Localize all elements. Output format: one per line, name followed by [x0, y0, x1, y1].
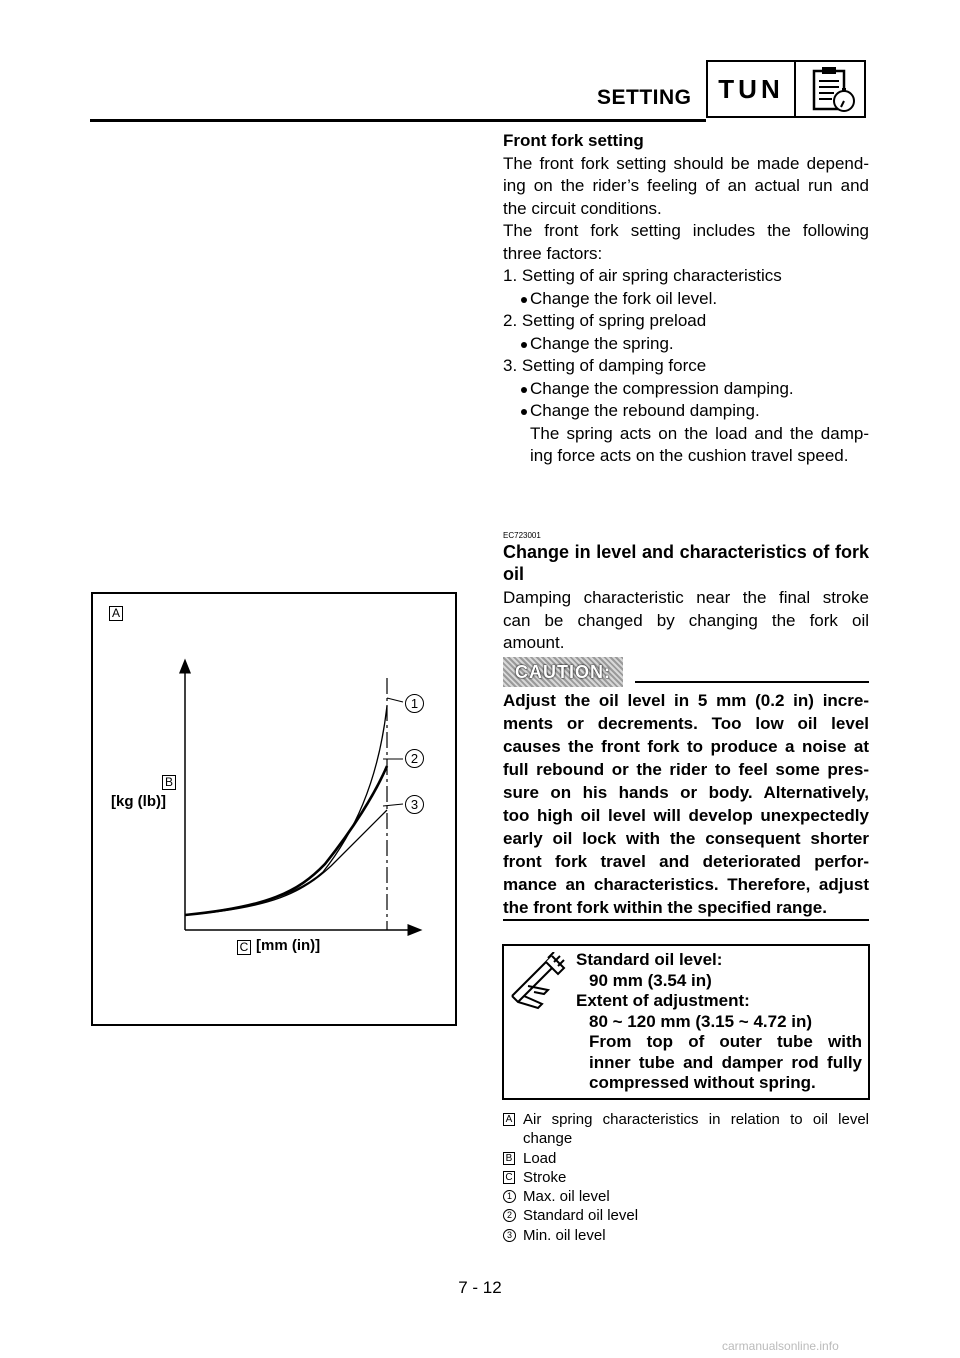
- front-fork-para1-line: The front fork setting should be made depend-: [503, 153, 869, 173]
- front-fork-para1-line: the circuit conditions.: [503, 198, 662, 218]
- front-fork-para2-line: three factors:: [503, 243, 603, 263]
- caution-line: mance an characteristics. Therefore, adjust: [503, 875, 869, 894]
- caution-text: [503, 689, 869, 919]
- legend-item: [503, 1206, 869, 1225]
- spec-box: [502, 944, 870, 1100]
- spec-ext-line: compressed without spring.: [589, 1073, 816, 1092]
- legend-text: Stroke: [523, 1168, 567, 1186]
- figure-legend: [503, 1110, 869, 1245]
- callout-3: 3: [405, 795, 424, 814]
- legend-text: change: [523, 1130, 573, 1148]
- spec-ext-line: inner tube and damper rod fully: [589, 1052, 862, 1072]
- section-title: SETTING: [597, 86, 692, 109]
- spec-ext-line: 80 ~ 120 mm (3.15 ~ 4.72 in): [589, 1011, 813, 1031]
- legend-text: Load: [523, 1149, 557, 1167]
- chapter-tab-divider: [794, 62, 796, 116]
- caution-rule: [635, 681, 869, 683]
- legend-key: B: [503, 1152, 515, 1165]
- leader-3: [383, 804, 403, 806]
- legend-key: C: [503, 1171, 515, 1184]
- caution-header: [503, 657, 869, 687]
- oil-para-line: can be changed by changing the fork oil: [503, 610, 869, 630]
- leader-1: [387, 698, 403, 702]
- caution-line: front fork travel and deteriorated perfor-: [503, 852, 869, 871]
- caution-line: ments or decrements. Too low oil level: [503, 714, 869, 733]
- curve-min-oil-level: [185, 810, 387, 915]
- header-rule: [90, 119, 706, 122]
- oil-section-title: [503, 541, 869, 585]
- figure-key-b: B: [162, 775, 176, 790]
- x-axis-unit: [mm (in)]: [256, 937, 321, 954]
- oil-section-title-line: oil: [503, 564, 524, 584]
- front-fork-title: Front fork setting: [503, 131, 644, 150]
- page-number: 7 - 12: [458, 1278, 502, 1297]
- legend-key: A: [503, 1113, 515, 1126]
- chapter-code: TUN: [718, 74, 784, 104]
- list-bullet: Change the rebound damping.: [503, 400, 869, 423]
- clipboard-stopwatch-icon: [804, 65, 860, 120]
- callout-2: 2: [405, 749, 424, 768]
- oil-level-figure: [91, 592, 457, 1026]
- list-bullet: Change the compression damping.: [503, 378, 869, 401]
- caution-line: sure on his hands or body. Alternatively,: [503, 783, 869, 802]
- oil-section-title-line: Change in level and characteristics of fork: [503, 542, 869, 562]
- legend-item: [503, 1110, 869, 1149]
- list-bullet: Change the fork oil level.: [503, 288, 869, 311]
- caution-line: full rebound or the rider to feel some pres-: [503, 760, 869, 779]
- caution-line: the front fork within the specified range.: [503, 898, 827, 917]
- caution-line: too high oil level will develop unexpectedly: [503, 806, 869, 825]
- legend-text: Min. oil level: [523, 1226, 606, 1244]
- y-axis-unit: [kg (lb)]: [111, 793, 166, 810]
- caliper-icon: [508, 952, 570, 1021]
- legend-item: [503, 1187, 869, 1206]
- oil-para-line: Damping characteristic near the final stroke: [503, 588, 869, 607]
- front-fork-note-line: ing force acts on the cushion travel speed.: [530, 446, 849, 465]
- caution-end-rule: [503, 919, 869, 921]
- section-code: EC723001: [503, 531, 541, 540]
- legend-key: 2: [503, 1209, 516, 1222]
- curve-max-oil-level: [185, 706, 387, 915]
- spec-text: [576, 950, 862, 1094]
- list-bullet: Change the spring.: [503, 333, 869, 356]
- spec-ext-label: Extent of adjustment:: [576, 991, 750, 1010]
- legend-text: Standard oil level: [523, 1207, 639, 1225]
- oil-para-line: amount.: [503, 633, 565, 652]
- legend-text: Air spring characteristics in relation to oil level: [523, 1111, 869, 1128]
- figure-key-c: C: [237, 940, 251, 955]
- legend-item: [503, 1149, 869, 1168]
- list-item: 3. Setting of damping force: [503, 356, 707, 375]
- legend-key: 3: [503, 1229, 516, 1242]
- list-item: 1. Setting of air spring characteristics: [503, 266, 782, 285]
- caution-line: Adjust the oil level in 5 mm (0.2 in) incre-: [503, 691, 869, 710]
- legend-text: Max. oil level: [523, 1188, 610, 1206]
- caution-line: causes the front fork to produce a noise at: [503, 737, 869, 756]
- front-fork-note-line: The spring acts on the load and the damp-: [530, 423, 869, 443]
- legend-item: [503, 1226, 869, 1245]
- figure-key-a: A: [109, 606, 123, 621]
- chapter-tab: [706, 60, 866, 118]
- callout-1: 1: [405, 694, 424, 713]
- spec-std-label: Standard oil level:: [576, 950, 723, 969]
- front-fork-section: [503, 130, 869, 468]
- legend-item: [503, 1168, 869, 1187]
- watermark: carmanualsonline.info: [722, 1339, 839, 1353]
- front-fork-para2-line: The front fork setting includes the following: [503, 221, 869, 240]
- spec-ext-line: From top of outer tube with: [589, 1032, 862, 1051]
- legend-key: 1: [503, 1190, 516, 1203]
- front-fork-para1-line: ing on the rider’s feeling of an actual run and: [503, 176, 869, 195]
- list-item: 2. Setting of spring preload: [503, 311, 707, 330]
- caution-label: CAUTION:: [503, 657, 623, 687]
- spec-std-value: 90 mm (3.54 in): [589, 970, 712, 990]
- caution-line: early oil lock with the consequent shorter: [503, 829, 869, 848]
- oil-section-paragraph: [503, 587, 869, 655]
